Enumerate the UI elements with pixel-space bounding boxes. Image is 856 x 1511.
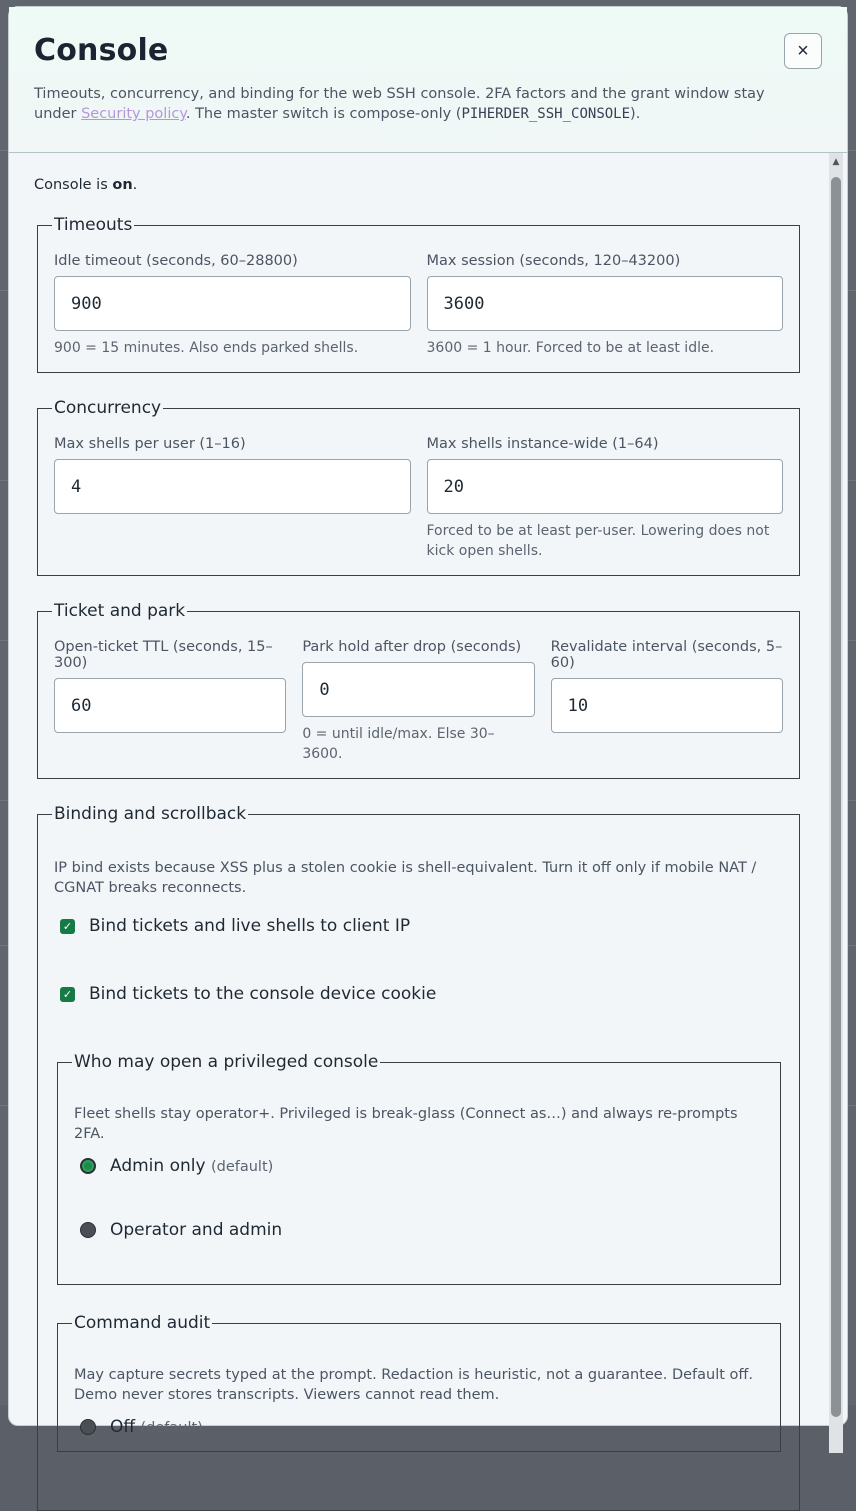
park-hold-input[interactable]: [302, 662, 534, 717]
concurrency-legend: Concurrency: [54, 398, 162, 418]
max-session-field: [427, 253, 784, 358]
scrollbar[interactable]: [829, 153, 843, 1453]
subtitle-text: ).: [630, 106, 641, 122]
radio-operator-admin[interactable]: [80, 1220, 764, 1240]
scroll-up-arrow-icon[interactable]: ▲: [832, 157, 840, 167]
subtitle-text: . The master switch is compose-only (: [185, 106, 462, 122]
radio-admin-only-indicator[interactable]: [80, 1158, 96, 1174]
modal-body: [9, 153, 847, 1511]
ticket-ttl-input[interactable]: [54, 678, 286, 733]
bind-ip-label: Bind tickets and live shells to client IP: [89, 916, 411, 936]
concurrency-fieldset: [37, 398, 800, 576]
timeouts-legend: Timeouts: [54, 215, 133, 235]
scroll-thumb[interactable]: [831, 177, 841, 1417]
binding-description: IP bind exists because XSS plus a stolen cookie is shell-equivalent. Turn it off only if mobile NAT / CGNAT breaks reconnects.: [54, 860, 757, 896]
default-tag: (default): [210, 1159, 274, 1175]
default-tag: (default): [140, 1420, 203, 1436]
revalidate-input[interactable]: [551, 678, 783, 733]
close-button[interactable]: [784, 33, 822, 69]
per-user-input[interactable]: [54, 459, 411, 514]
park-hold-field: [302, 639, 534, 764]
status-label: Console is: [34, 177, 113, 193]
radio-admin-only-label: Admin only: [110, 1156, 206, 1176]
instance-wide-field: [427, 436, 784, 561]
max-session-label: Max session (seconds, 120–43200): [426, 253, 681, 269]
instance-wide-label: Max shells instance-wide (1–64): [426, 436, 659, 452]
console-status: [34, 177, 822, 193]
command-audit-fieldset: [57, 1313, 781, 1452]
bind-cookie-checkbox[interactable]: ✓: [60, 987, 75, 1002]
per-user-field: [54, 436, 411, 561]
modal-subtitle: [34, 84, 774, 124]
privileged-console-legend: Who may open a privileged console: [74, 1052, 379, 1072]
idle-timeout-hint: 900 = 15 minutes. Also ends parked shells.: [54, 340, 359, 356]
park-hold-hint: 0 = until idle/max. Else 30–3600.: [302, 726, 495, 762]
max-session-input[interactable]: [427, 276, 784, 331]
command-audit-description: May capture secrets typed at the prompt. Redaction is heuristic, not a guarantee. Default off. Demo never stores transcripts. Viewers cannot read them.: [74, 1367, 754, 1403]
ticket-park-fieldset: [37, 601, 800, 779]
ticket-ttl-field: [54, 639, 286, 764]
idle-timeout-field: [54, 253, 411, 358]
bind-cookie-label: Bind tickets to the console device cookie: [89, 984, 437, 1004]
revalidate-field: [551, 639, 783, 764]
privileged-console-fieldset: [57, 1052, 781, 1285]
console-settings-modal: [8, 6, 848, 1437]
radio-operator-admin-indicator[interactable]: [80, 1222, 96, 1238]
instance-wide-input[interactable]: [427, 459, 784, 514]
park-hold-label: Park hold after drop (seconds): [302, 639, 522, 655]
bind-ip-checkbox[interactable]: ✓: [60, 919, 75, 934]
status-suffix: .: [132, 177, 138, 193]
radio-admin-only[interactable]: [80, 1156, 764, 1176]
radio-operator-admin-label: Operator and admin: [110, 1220, 283, 1240]
security-policy-link[interactable]: Security policy: [81, 106, 186, 122]
modal-title: Console: [34, 33, 169, 68]
per-user-label: Max shells per user (1–16): [54, 436, 246, 452]
radio-audit-off-indicator[interactable]: [80, 1419, 96, 1435]
modal-header: [9, 7, 847, 153]
radio-audit-off[interactable]: [80, 1417, 764, 1437]
command-audit-legend: Command audit: [74, 1313, 211, 1333]
radio-audit-off-label: Off: [110, 1417, 136, 1437]
ticket-park-legend: Ticket and park: [54, 601, 186, 621]
revalidate-label: Revalidate interval (seconds, 5–60): [550, 639, 783, 671]
close-icon: ×: [797, 39, 809, 62]
env-var-code: PIHERDER_SSH_CONSOLE: [461, 106, 631, 122]
subtitle-text: Timeouts, concurrency, and binding for the web SSH console. 2FA factors and the grant window stay under: [34, 86, 765, 122]
privileged-console-description: Fleet shells stay operator+. Privileged is break-glass (Connect as…) and always re-prompts 2FA.: [74, 1106, 738, 1142]
binding-fieldset: [37, 804, 800, 1511]
timeouts-fieldset: [37, 215, 800, 373]
bind-cookie-checkbox-row[interactable]: [60, 984, 783, 1004]
idle-timeout-input[interactable]: [54, 276, 411, 331]
max-session-hint: 3600 = 1 hour. Forced to be at least idle.: [426, 340, 715, 356]
ticket-ttl-label: Open-ticket TTL (seconds, 15–300): [54, 639, 273, 671]
bind-ip-checkbox-row[interactable]: [60, 916, 783, 936]
instance-wide-hint: Forced to be at least per-user. Lowering does not kick open shells.: [426, 523, 770, 559]
binding-legend: Binding and scrollback: [54, 804, 247, 824]
status-value: on: [112, 177, 133, 193]
idle-timeout-label: Idle timeout (seconds, 60–28800): [54, 253, 298, 269]
